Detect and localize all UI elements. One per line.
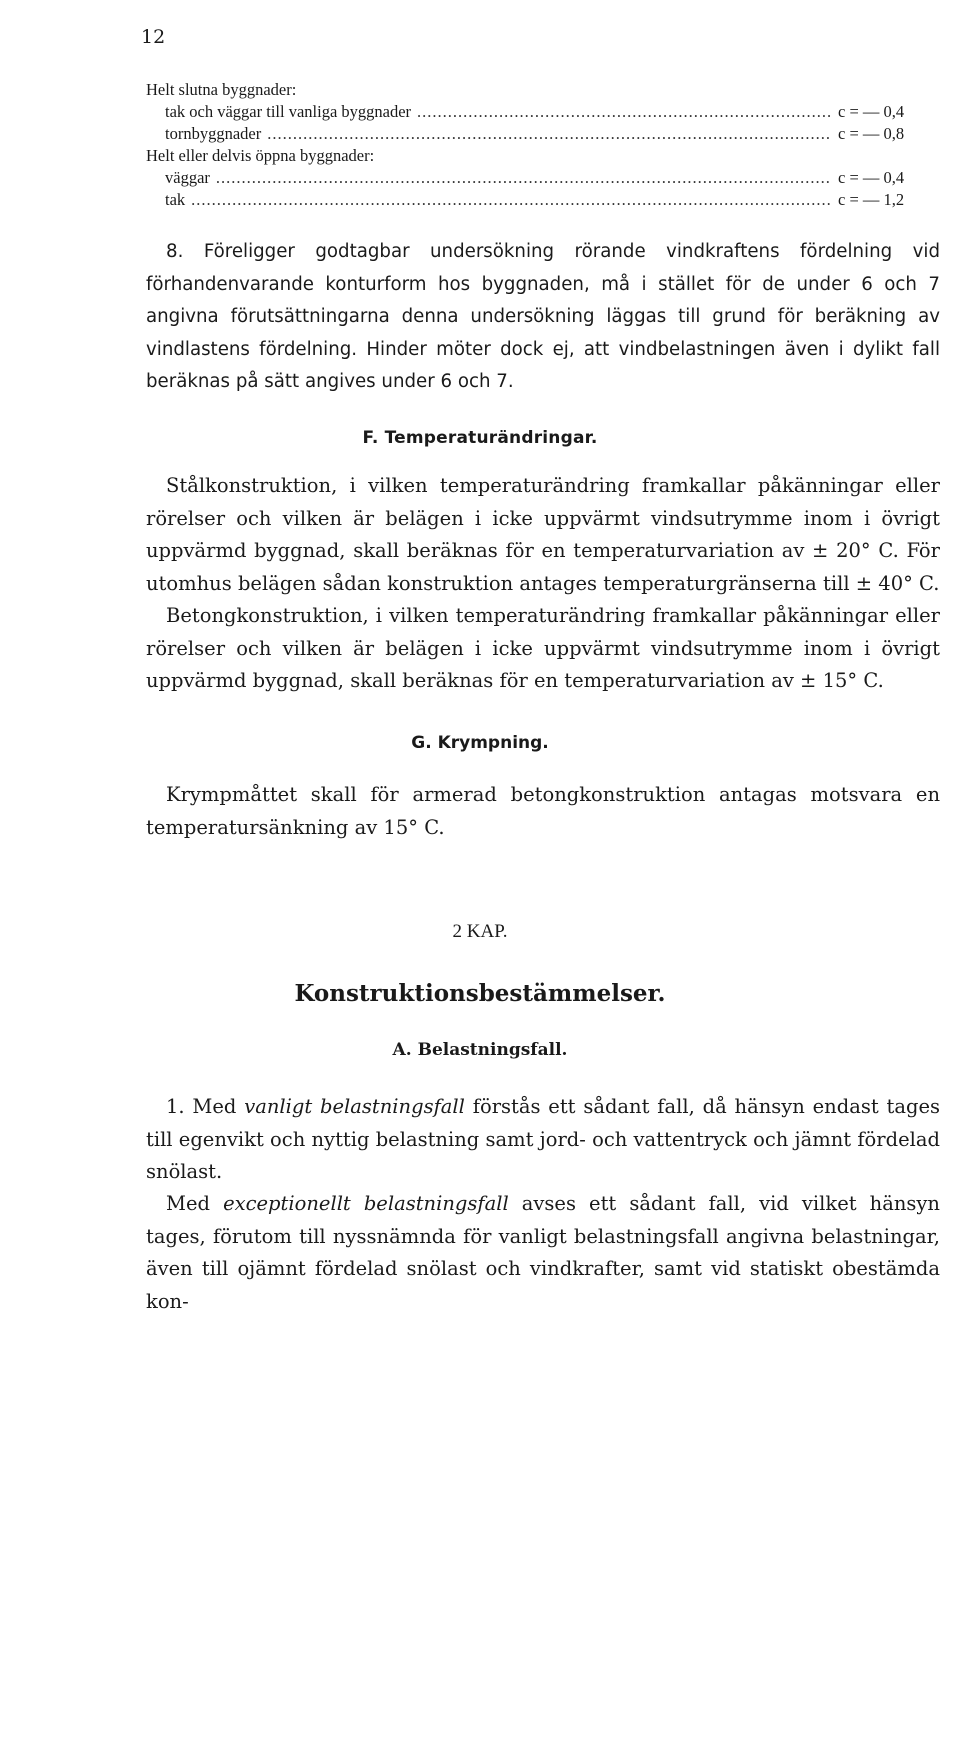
coefficient-value: c = — 0,4 (838, 102, 905, 121)
coefficient-value: c = — 0,8 (838, 124, 905, 143)
paragraph-8: 8. Föreligger godtagbar undersökning rörande vindkraftens fördelning vid förhandenvarande konturform hos byggnaden, må i stället för de under 6 och 7 angivna förutsättningarna denna undersökning läggas till grund för beräkning av vindlastens fördelning. Hinder möter dock ej, att vindbelastningen även i dylikt fall beräknas på sätt angives under 6 och 7. (146, 241, 940, 392)
coefficient-label: tak och väggar till vanliga byggnader (165, 102, 412, 121)
paragraph-1-post: förstås ett sådant fall, då hänsyn endast tages till egenvikt och nyttig belastning samt jord- och vattentryck och jämnt fördelad snölast. (146, 1095, 940, 1183)
coefficient-value: c = — 0,4 (838, 168, 905, 187)
section-a-heading: A. Belastningsfall. (392, 1040, 568, 1060)
section-g-paragraph-1: Krympmåttet skall för armerad betongkonstruktion antagas motsvara en temperatursänkning av 15° C. (146, 783, 940, 839)
paragraph-2-term: exceptionellt belastningsfall (223, 1192, 509, 1215)
paragraph-1 (146, 1091, 940, 1189)
open-heading-label: Helt eller delvis öppna byggnader: (146, 146, 375, 165)
coefficient-row (146, 168, 938, 190)
paragraph-1-pre: 1. Med (166, 1095, 245, 1118)
closed-buildings-heading (146, 80, 938, 102)
closed-heading-label: Helt slutna byggnader: (146, 80, 297, 99)
section-g-heading: G. Krympning. (411, 733, 549, 753)
coefficient-value: c = — 1,2 (838, 190, 905, 209)
leader-dots (417, 102, 832, 122)
paragraph-1-term: vanligt belastningsfall (244, 1095, 465, 1118)
paragraph-2-pre: Med (166, 1192, 224, 1215)
leader-dots (216, 168, 832, 188)
leader-dots (191, 190, 832, 210)
page-number: 12 (141, 26, 166, 48)
paragraph-2 (146, 1188, 940, 1318)
section-f-paragraph-1: Stålkonstruktion, i vilken temperaturändring framkallar påkänningar eller rörelser och vilken är belägen i icke uppvärmt vindsutrymme inom i övrigt uppvärmd byggnad, skall beräknas för en temperaturvariation av ± 20° C. För utomhus belägen sådan konstruktion antages temperaturgränserna till ± 40° C. (146, 474, 940, 595)
coefficient-label: tornbyggnader (165, 124, 262, 143)
open-buildings-heading (146, 146, 938, 168)
coefficient-row (146, 190, 938, 212)
coefficient-row (146, 102, 938, 124)
chapter-number: 2 KAP. (452, 921, 508, 942)
chapter-title: Konstruktionsbestämmelser. (294, 980, 666, 1007)
section-f-heading: F. Temperaturändringar. (362, 428, 598, 448)
paragraph-2-post: avses ett sådant fall, vid vilket hänsyn tages, förutom till nyssnämnda för vanligt belastningsfall angivna belastningar, även till ojämnt fördelad snölast och vindkrafter, samt vid statiskt obestämda kon- (146, 1192, 940, 1313)
section-f-paragraph-2: Betongkonstruktion, i vilken temperaturändring framkallar påkänningar eller rörelser och vilken är belägen i icke uppvärmt vindsutrymme inom i övrigt uppvärmd byggnad, skall beräknas för en temperaturvariation av ± 15° C. (146, 604, 940, 692)
coefficient-row (146, 124, 938, 146)
coefficient-label: tak (165, 190, 186, 209)
leader-dots (267, 124, 832, 144)
coefficient-label: väggar (165, 168, 210, 187)
